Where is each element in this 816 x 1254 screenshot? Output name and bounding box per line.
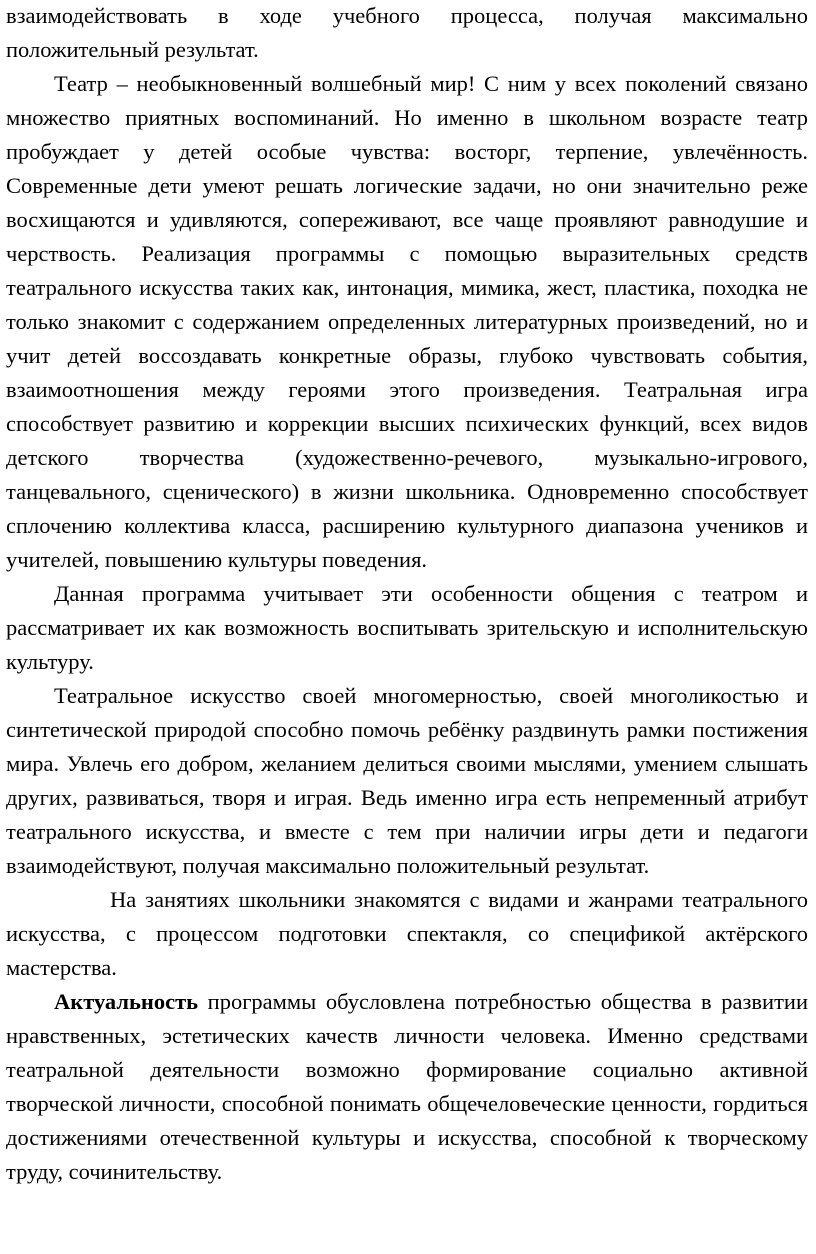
relevance-text: программы обусловлена потребностью общества в развитии нравственных, эстетических качеств личности человека. Именно средствами театральной деятельности возможно формирование социально активной творческой личности, способной понимать общечеловеческие ценности, гордиться достижениями отечественной культуры и искусства, способной к творческому труду, сочинительству. <box>6 989 808 1184</box>
paragraph-program-features: Данная программа учитывает эти особенности общения с театром и рассматривает их как возможность воспитывать зрительскую и исполнительскую культуру. <box>6 581 808 674</box>
paragraph-theatre-art: Театральное искусство своей многомерностью, своей многоликостью и синтетической природой способно помочь ребёнку раздвинуть рамки постижения мира. Увлечь его добром, желанием делиться своими мыслями, умением слышать других, развиваться, творя и играя. Ведь именно игра есть непременный атрибут театрального искусства, и вместе с тем при наличии игры дети и педагоги взаимодействуют, получая максимально положительный результат. <box>6 683 808 878</box>
paragraph-relevance <box>6 985 808 1189</box>
relevance-heading: Актуальность <box>54 989 199 1014</box>
paragraph-continuation: взаимодействовать в ходе учебного процесса, получая максимально положительный результат. <box>6 3 808 62</box>
paragraph-lessons: На занятиях школьники знакомятся с видами и жанрами театрального искусства, с процессом подготовки спектакля, со спецификой актёрского мастерства. <box>6 887 808 980</box>
paragraph-theatre-world: Театр – необыкновенный волшебный мир! С ним у всех поколений связано множество приятных воспоминаний. Но именно в школьном возрасте театр пробуждает у детей особые чувства: восторг, терпение, увлечённость. Современные дети умеют решать логические задачи, но они значительно реже восхищаются и удивляются, сопереживают, все чаще проявляют равнодушие и черствость. Реализация программы с помощью выразительных средств театрального искусства таких как, интонация, мимика, жест, пластика, походка не только знакомит с содержанием определенных литературных произведений, но и учит детей воссоздавать конкретные образы, глубоко чувствовать события, взаимоотношения между героями этого произведения. Театральная игра способствует развитию и коррекции высших психических функций, всех видов детского творчества (художественно-речевого, музыкально-игрового, танцевального, сценического) в жизни школьника. Одновременно способствует сплочению коллектива класса, расширению культурного диапазона учеников и учителей, повышению культуры поведения. <box>6 71 808 572</box>
